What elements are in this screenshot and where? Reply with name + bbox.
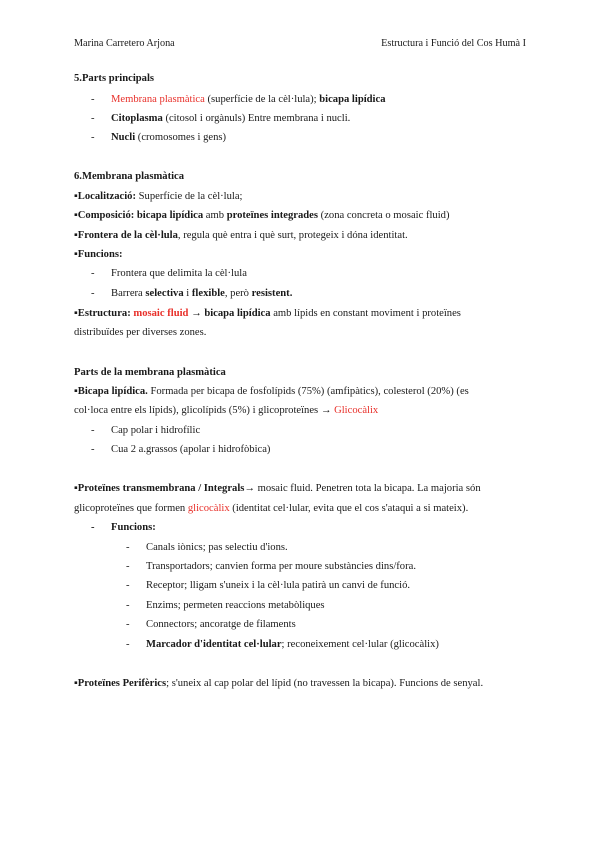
- transmembrana-line-2: glicoproteïnes que formen glicocàlix (identitat cel·lular, evita que el cos s'ataqui a si mateix).: [74, 503, 469, 514]
- dash-bullet: -: [126, 600, 130, 611]
- section-6-title: 6.Membrana plasmàtica: [74, 171, 185, 182]
- bullet-icon: ▪: [74, 483, 78, 494]
- transmembrana-line: ▪Proteïnes transmembrana / Integrals→ mosaic fluid. Penetren tota la bicapa. La majoria són: [74, 483, 481, 494]
- term: Citoplasma: [111, 113, 163, 124]
- list-item: - Membrana plasmàtica (superfície de la cèl·lula); bicapa lipídica: [91, 94, 386, 105]
- list-item: - Citoplasma (citosol i orgànuls) Entre membrana i nucli.: [91, 113, 351, 124]
- dash-bullet: -: [91, 288, 95, 299]
- list-item: - Canals iònics; pas selectiu d'ions.: [126, 542, 288, 553]
- bullet-icon: ▪: [74, 210, 78, 221]
- list-item: - Cap polar i hidrofílic: [91, 425, 201, 436]
- dash-bullet: -: [91, 522, 95, 533]
- dash-bullet: -: [126, 619, 130, 630]
- dash-bullet: -: [126, 639, 130, 650]
- dash-bullet: -: [126, 542, 130, 553]
- dash-bullet: -: [91, 113, 95, 124]
- localitzacio-line: ▪Localització: Superfície de la cèl·lula;: [74, 191, 243, 202]
- term: Membrana plasmàtica: [111, 94, 205, 105]
- arrow-icon: →: [244, 483, 255, 494]
- header-author: Marina Carretero Arjona: [74, 38, 175, 49]
- list-item: - Barrera selectiva i flexible, però resistent.: [91, 288, 293, 299]
- funcions-heading: - Funcions:: [91, 522, 156, 533]
- dash-bullet: -: [91, 444, 95, 455]
- estructura-line-2: distribuïdes per diverses zones.: [74, 327, 207, 338]
- arrow-icon: →: [188, 308, 205, 319]
- list-item: - Marcador d'identitat cel·lular; reconeixement cel·lular (glicocàlix): [126, 639, 439, 650]
- parts-title: Parts de la membrana plasmàtica: [74, 367, 226, 378]
- bullet-icon: ▪: [74, 386, 78, 397]
- list-item: - Enzims; permeten reaccions metabòliques: [126, 600, 325, 611]
- dash-bullet: -: [126, 580, 130, 591]
- header-course: Estructura i Funció del Cos Humà I: [381, 38, 526, 49]
- estructura-line: ▪Estructura: mosaic fluid → bicapa lipídica amb lípids en constant moviment i proteïnes: [74, 308, 461, 319]
- list-item: - Receptor; lligam s'uneix i la cèl·lula patirà un canvi de funció.: [126, 580, 411, 591]
- bullet-icon: ▪: [74, 249, 78, 260]
- periferics-line: ▪Proteïnes Perifèrics; s'uneix al cap polar del lípid (no travessen la bicapa). Funcions de senyal.: [74, 678, 484, 689]
- list-item: - Connectors; ancoratge de filaments: [126, 619, 296, 630]
- composicio-line: ▪Composició: bicapa lipídica amb proteïnes integrades (zona concreta o mosaic fluid): [74, 210, 450, 221]
- bicapa-line: ▪Bicapa lipídica. Formada per bicapa de fosfolípids (75%) (amfipàtics), colesterol (20%) (es: [74, 386, 469, 397]
- dash-bullet: -: [126, 561, 130, 572]
- bullet-icon: ▪: [74, 678, 78, 689]
- list-item: - Transportadors; canvien forma per moure substàncies dins/fora.: [126, 561, 416, 572]
- list-item: - Nucli (cromosomes i gens): [91, 132, 227, 143]
- dash-bullet: -: [91, 132, 95, 143]
- section-5-title: 5.Parts principals: [74, 73, 155, 84]
- term: Nucli: [111, 132, 136, 143]
- bullet-icon: ▪: [74, 191, 78, 202]
- dash-bullet: -: [91, 94, 95, 105]
- bullet-icon: ▪: [74, 308, 78, 319]
- frontera-line: ▪Frontera de la cèl·lula, regula què entra i què surt, protegeix i dóna identitat.: [74, 230, 408, 241]
- dash-bullet: -: [91, 268, 95, 279]
- bullet-icon: ▪: [74, 230, 78, 241]
- funcions-line: ▪Funcions:: [74, 249, 123, 260]
- list-item: - Frontera que delimita la cèl·lula: [91, 268, 247, 279]
- dash-bullet: -: [91, 425, 95, 436]
- list-item: - Cua 2 a.grassos (apolar i hidrofòbica): [91, 444, 271, 455]
- arrow-icon: →: [320, 405, 335, 416]
- bicapa-line-2: col·loca entre els lípids), glicolípids (5%) i glicoproteïnes → Glicocàlix: [74, 405, 379, 416]
